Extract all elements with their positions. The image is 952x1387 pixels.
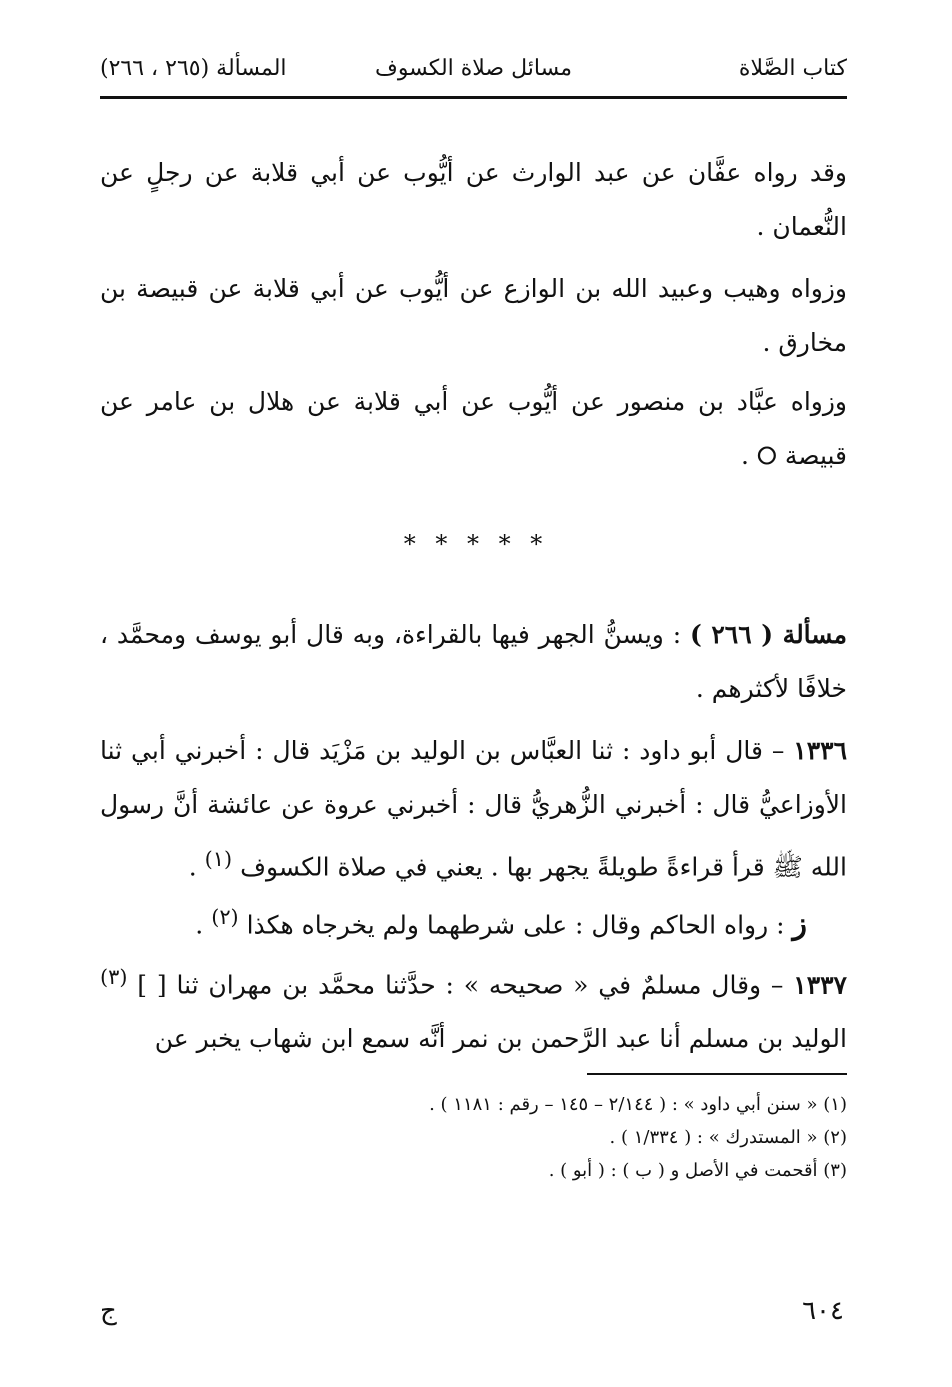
hadith-end: . <box>188 852 197 882</box>
header-book-title: كتاب الصَّلاة <box>738 56 847 81</box>
signature-mark: ج <box>100 1296 117 1326</box>
hadith-text-continued: الوليد بن مسلم أنا عبد الرَّحمن بن نمر أنَّه سمع ابن شهاب يخبر عن <box>154 1024 847 1054</box>
footnote-1: (١) « سنن أبي داود » : ( ٢/١٤٤ – ١٤٥ – رقم : ١١٨١ ) . <box>429 1094 847 1115</box>
hadith-1337 <box>100 950 847 1066</box>
page-number: ٦٠٤ <box>802 1296 844 1326</box>
masala-label: مسألة ( ٢٦٦ ) <box>689 620 847 649</box>
paragraph-text: وزواه وهيب وعبيد الله بن الوازع عن أيُّوب عن أبي قلابة عن قبيصة بن مخارق . <box>100 274 847 357</box>
zay-note <box>100 890 847 952</box>
footnote-2: (٢) « المستدرك » : ( ١/٣٣٤ ) . <box>609 1127 847 1148</box>
masala-text: : ويسنُّ الجهر فيها بالقراءة، وبه قال أبو يوسف ومحمَّد ، خلافًا لأكثرهم . <box>100 620 847 703</box>
footnote-mark: (٣) <box>100 965 128 989</box>
footnote-3: (٣) أقحمت في الأصل و ( ب ) : ( أبو ) . <box>548 1160 847 1181</box>
paragraph-text: وزواه عبَّاد بن منصور عن أيُّوب عن أبي قلابة عن هلال بن عامر عن قبيصة ⭘ . <box>100 387 847 470</box>
hadith-number: ١٣٣٧ <box>793 970 847 1000</box>
masala-paragraph <box>100 608 847 716</box>
hadith-1336 <box>100 724 847 894</box>
hadith-paragraph <box>100 950 847 1066</box>
footnote-mark: (١) <box>204 847 233 871</box>
hadith-number: ١٣٣٦ <box>793 736 848 765</box>
paragraph-text: وقد رواه عفَّان عن عبد الوارث عن أيُّوب عن أبي قلابة عن رجلٍ عن النُّعمان . <box>100 158 847 241</box>
zay-text: : رواه الحاكم وقال : على شرطهما ولم يخرجاه هكذا <box>246 910 785 940</box>
paragraph-affan <box>100 146 847 254</box>
hadith-text: – قال أبو داود : ثنا العبَّاس بن الوليد بن مَزْيَد قال : أخبرني أبي ثنا الأوزاعيُّ قال : أخبرني الزُّهريُّ قال : أخبرني عروة عن عائشة أنَّ رسول الله ﷺ قرأ قراءةً طويلةً يجهر بها . يعني في صلاة الكسوف <box>100 736 847 882</box>
zay-end: . <box>195 910 204 940</box>
header-rule <box>100 96 847 99</box>
footnote-mark: (٢) <box>211 905 239 929</box>
footnotes <box>100 1088 847 1187</box>
zay-paragraph <box>100 890 847 952</box>
paragraph-wuhayb <box>100 262 847 370</box>
hadith-paragraph <box>100 724 847 894</box>
section-separator: * * * * * <box>403 530 549 558</box>
header-issue-range: المسألة (٢٦٥ ، ٢٦٦) <box>100 56 287 81</box>
header-chapter-title: مسائل صلاة الكسوف <box>375 56 572 81</box>
paragraph-abbad <box>100 375 847 483</box>
zay-symbol: ز <box>792 906 807 942</box>
hadith-text: – وقال مسلمٌ في « صحيحه » : حدَّثنا محمَّد بن مهران ثنا [ ] <box>137 970 784 1000</box>
running-header <box>100 50 847 90</box>
footnote-rule <box>587 1073 847 1075</box>
masala-266 <box>100 608 847 716</box>
